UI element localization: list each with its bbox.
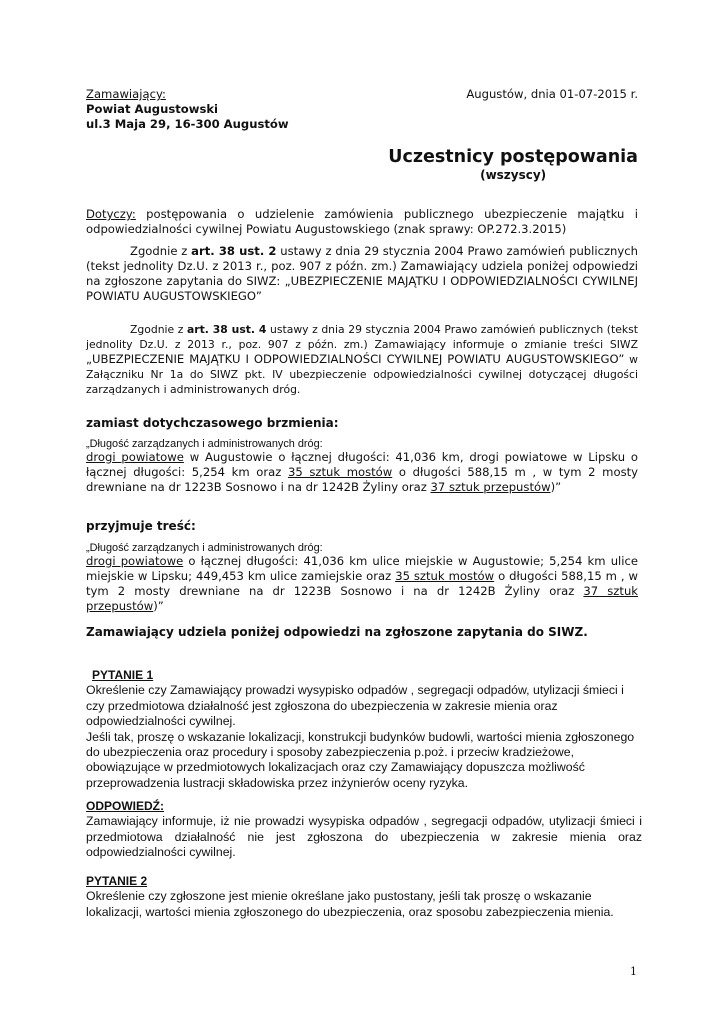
article-reference: art. 38 ust. 2 — [191, 244, 277, 258]
question-1-label: PYTANIE 1 — [92, 668, 154, 682]
document-date: Augustów, dnia 01-07-2015 r. — [466, 87, 638, 101]
header-block — [86, 87, 289, 132]
subject-label: Dotyczy: — [86, 207, 136, 221]
article-reference: art. 38 ust. 4 — [186, 323, 267, 336]
legal-basis-paragraph-2: Zgodnie z art. 38 ust. 4 ustawy z dnia 29 stycznia 2004 Prawo zamówień publicznych (tekst jednolity Dz.U. z 2013 r., poz. 907 z późn. zm.) Zamawiający informuje o zmianie treści SIWZ „UBEZPIECZENIE MAJĄTKU I ODPOWIEDZIALNOŚCI CYWILNEJ POWIATU AUGUSTOWSKIEGO” w Załączniku Nr 1a do SIWZ pkt. IV ubezpieczenie odpowiedzialności cywilnej dotyczącej długości zarządzanych i administrowanych dróg. — [86, 323, 638, 396]
question-2-label: PYTANIE 2 — [86, 874, 148, 888]
legal-basis-paragraph-1: Zgodnie z art. 38 ust. 2 ustawy z dnia 29 stycznia 2004 Prawo zamówień publicznych (tekst jednolity Dz.U. z 2013 r., poz. 907 z późn. zm.) Zamawiający udziela poniżej odpowiedzi na zgłoszone zapytania do SIWZ: „UBEZPIECZENIE MAJĄTKU I ODPOWIEDZIALNOŚCI CYWILNEJ POWIATU AUGUSTOWSKIEGO” — [86, 244, 638, 303]
contracting-authority-label: Zamawiający: — [86, 87, 166, 101]
previous-intro: „Długość zarządzanych i administrowanych dróg: — [86, 438, 323, 450]
contracting-authority-address: ul.3 Maja 29, 16-300 Augustów — [86, 117, 289, 131]
title-block — [388, 146, 638, 183]
question-2-text: Określenie czy zgłoszone jest mienie określane jako pustostany, jeśli tak proszę o wskazanie lokalizacji, wartości mienia zgłoszonego do ubezpieczenia, oraz sposobu zabezpieczenia mienia. — [86, 889, 614, 919]
page-number: 1 — [630, 965, 637, 978]
new-intro: „Długość zarządzanych i administrowanych dróg: — [86, 542, 323, 554]
answer-1-text: Zamawiający informuje, iż nie prowadzi wysypiska odpadów , segregacji odpadów, utylizacji śmieci i przedmiotowa działalność nie jest zgłoszona do ubezpieczenia w zakresie mienia oraz odpowiedzialności cywilnej. — [86, 814, 642, 860]
answer-1 — [86, 799, 642, 861]
previous-wording: drogi powiatowe w Augustowie o łącznej długości: 41,036 km, drogi powiatowe w Lipsku o łącznej długości: 5,254 km oraz 35 sztuk mostów o długości 588,15 m , w tym 2 mosty drewniane na dr 1223B Sosnowo i na dr 1242B Żyliny oraz 37 sztuk przepustów)” — [86, 450, 639, 494]
new-wording: drogi powiatowe o łącznej długości: 41,036 km ulice miejskie w Augustowie; 5,254 km ulice miejskie w Lipsku; 449,453 km ulice zamiejskie oraz 35 sztuk mostów o długości 588,15 m , w tym 2 mosty drewniane na dr 1223B Sosnowo i na dr 1242B Żyliny oraz 37 sztuk przepustów)” — [86, 554, 639, 613]
question-1-text: Określenie czy Zamawiający prowadzi wysypisko odpadów , segregacji odpadów, utylizacji śmieci i czy przedmiotowa działalność jest zgłoszona do ubezpieczenia w zakresie mienia oraz odpowiedzialności cywilnej. — [86, 683, 624, 729]
answers-heading: Zamawiający udziela poniżej odpowiedzi na zgłoszone zapytania do SIWZ. — [86, 625, 588, 639]
answer-1-label: ODPOWIEDŹ: — [86, 799, 164, 813]
page-subtitle: (wszyscy) — [480, 168, 547, 182]
question-1 — [86, 668, 642, 791]
section-heading-previous: zamiast dotychczasowego brzmienia: — [86, 416, 339, 430]
contracting-authority-name: Powiat Augustowski — [86, 102, 219, 116]
question-2 — [86, 874, 642, 920]
page-title: Uczestnicy postępowania — [388, 147, 638, 167]
section-heading-new: przyjmuje treść: — [86, 519, 196, 533]
question-1-text-continued: Jeśli tak, proszę o wskazanie lokalizacji, konstrukcji budynków budowli, wartości mienia zgłoszonego do ubezpieczenia oraz procedury i sposoby zabezpieczenia p.poż. i przeciw kradzieżowe, obowiązujące w przedmiotowych lokalizacjach oraz czy Zamawiający dopuszcza możliwość przeprowadzenia lustracji składowiska przez inżynierów oceny ryzyka. — [86, 729, 635, 790]
subject-paragraph: Dotyczy: postępowania o udzielenie zamówienia publicznego ubezpieczenie majątku i odpowiedzialności cywilnej Powiatu Augustowskiego (znak sprawy: OP.272.3.2015) — [86, 207, 638, 236]
